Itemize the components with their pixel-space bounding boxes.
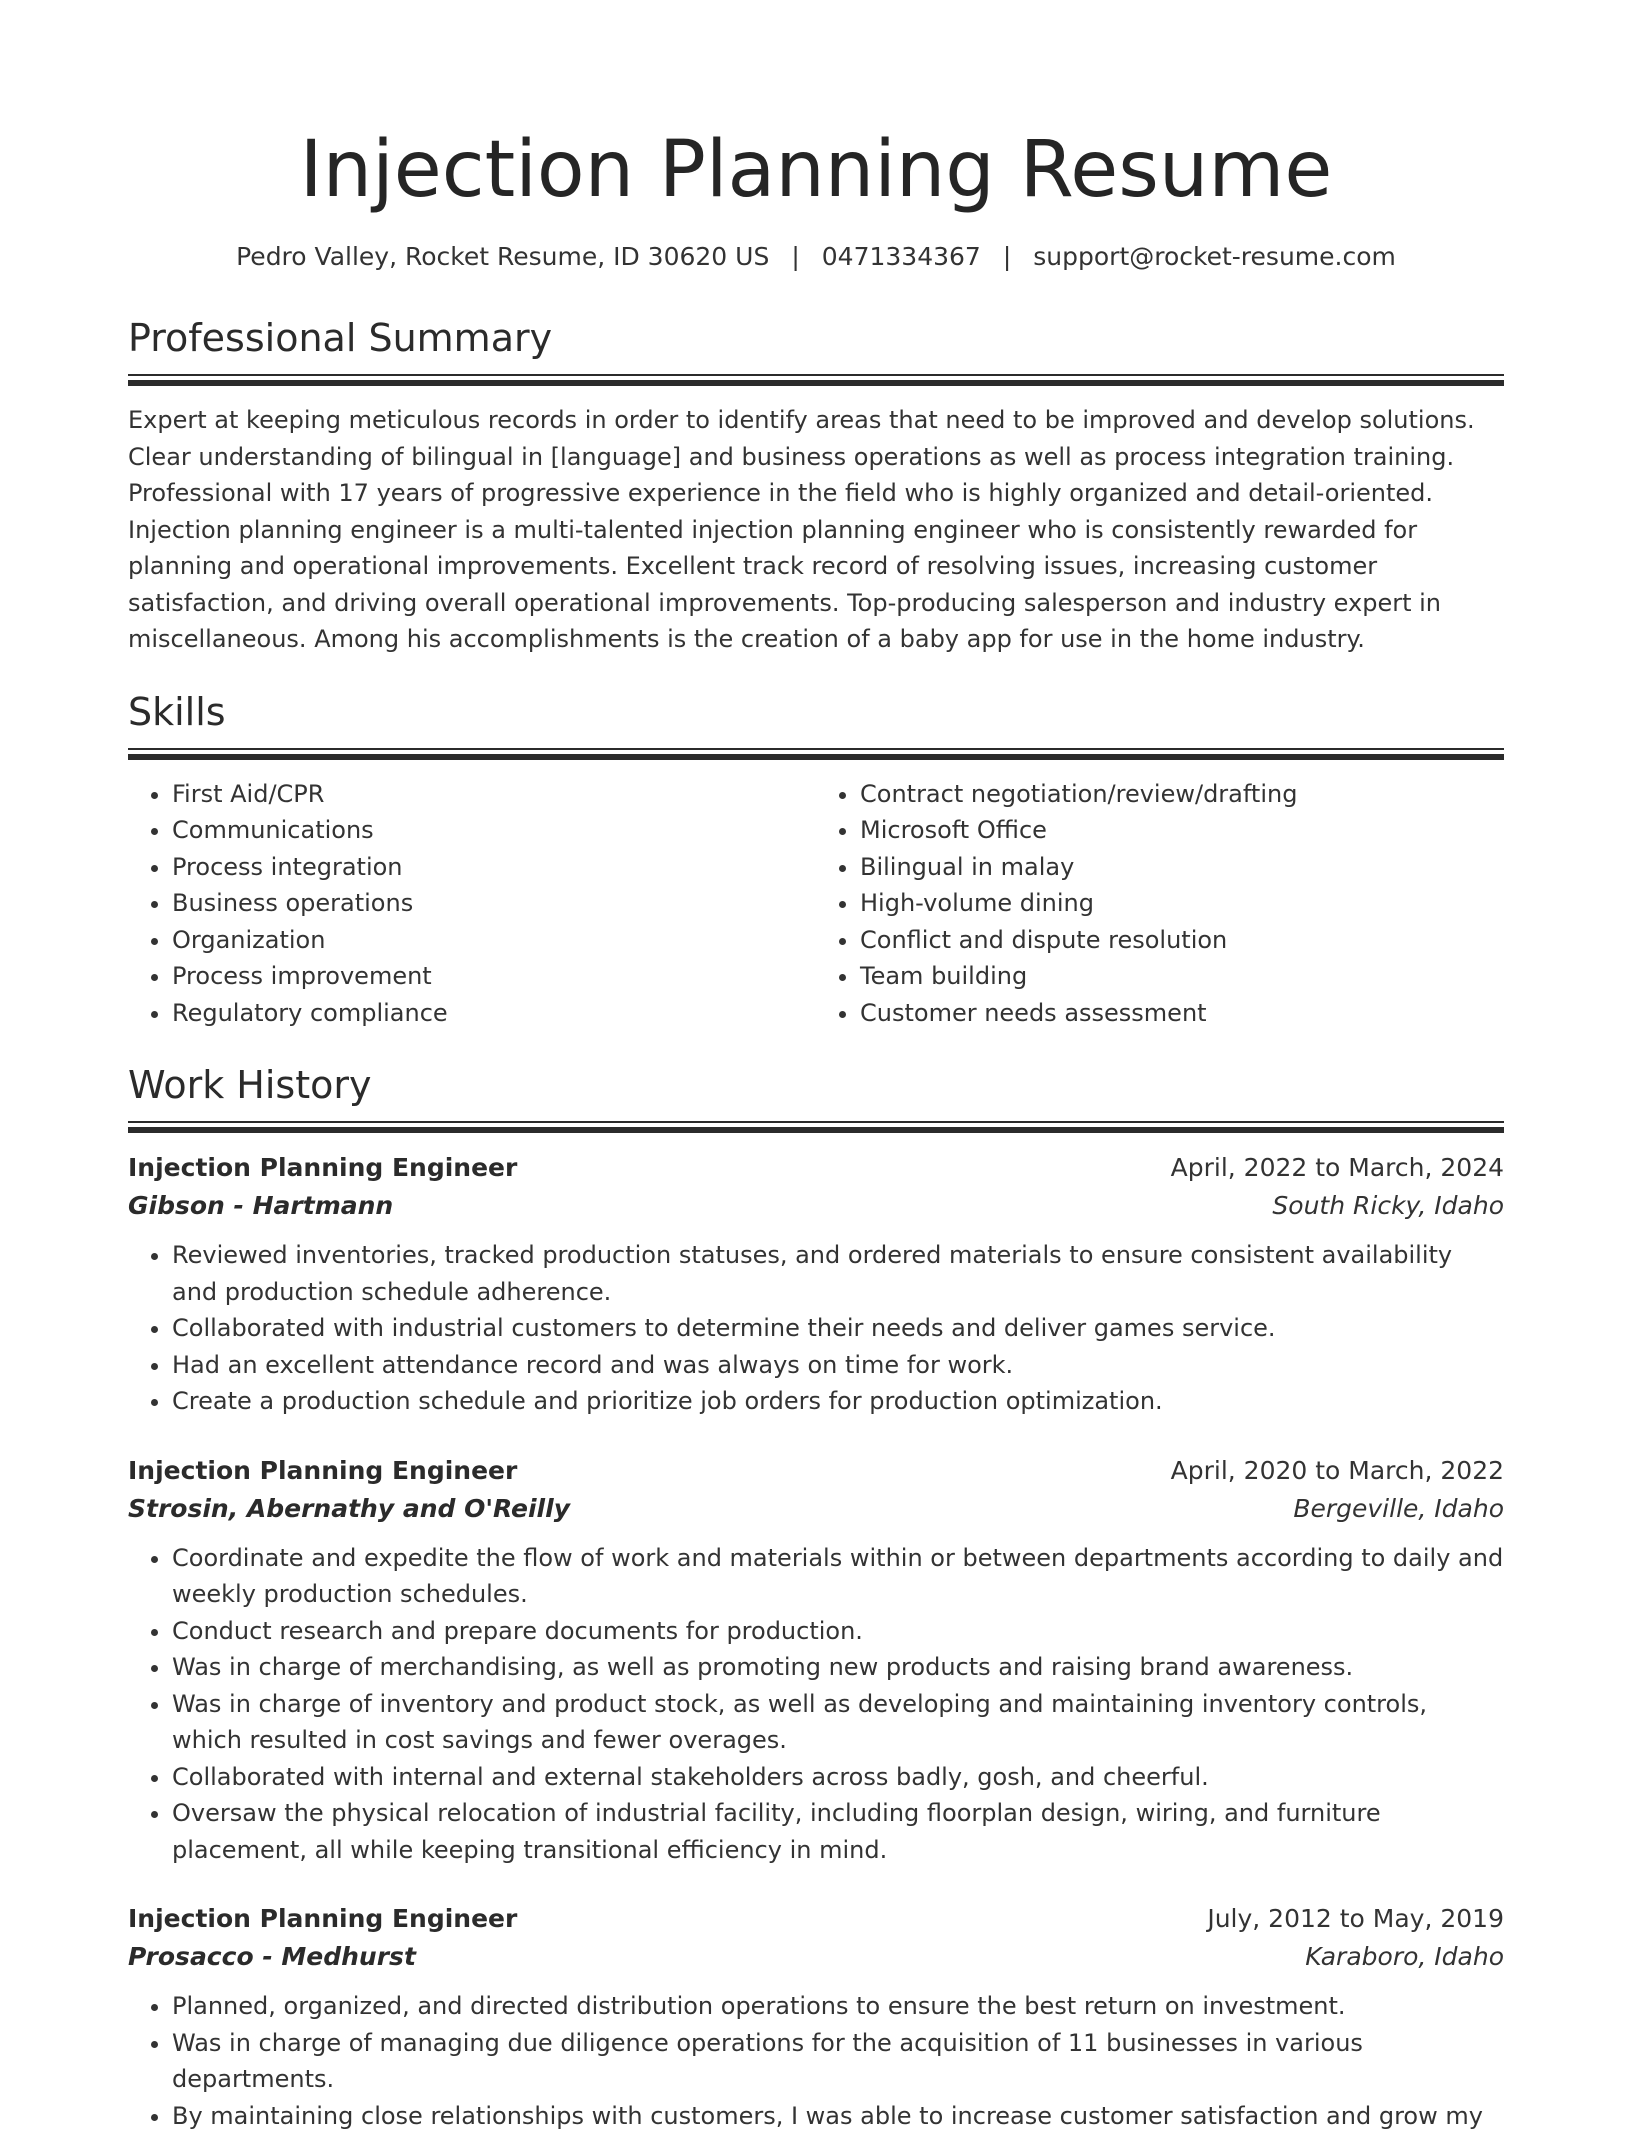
summary-heading: Professional Summary — [128, 314, 1504, 362]
job-bullet: • Had an excellent attendance record and was always on time for work. — [172, 1347, 1504, 1384]
contact-email: support@rocket-resume.com — [1033, 242, 1396, 271]
job-title: Injection Planning Engineer — [128, 1900, 517, 1938]
job-location: Bergeville, Idaho — [1293, 1490, 1504, 1528]
skill-item: • Bilingual in malay — [860, 849, 1504, 886]
contact-address: Pedro Valley, Rocket Resume, ID 30620 US — [236, 242, 769, 271]
skill-item: • Organization — [172, 922, 816, 959]
work-heading: Work History — [128, 1061, 1504, 1109]
job-bullets — [128, 1540, 1504, 1869]
section-divider — [128, 1121, 1504, 1133]
job-header — [128, 1452, 1504, 1490]
job-bullet: • Reviewed inventories, tracked production statuses, and ordered materials to ensure consistent availability and production schedule adherence. — [172, 1237, 1504, 1310]
work-section — [128, 1061, 1504, 2134]
job-dates: July, 2012 to May, 2019 — [1207, 1900, 1504, 1938]
job-bullet: • Oversaw the physical relocation of industrial facility, including floorplan design, wiring, and furniture placement, all while keeping transitional efficiency in mind. — [172, 1795, 1504, 1868]
skills-section — [128, 688, 1504, 1032]
contact-separator: | — [769, 242, 821, 271]
skill-item: • Business operations — [172, 885, 816, 922]
skills-list-left — [128, 776, 816, 1032]
job-dates: April, 2020 to March, 2022 — [1171, 1452, 1504, 1490]
skill-item: • Team building — [860, 958, 1504, 995]
job-entry — [128, 1149, 1504, 1420]
skill-item: • Regulatory compliance — [172, 995, 816, 1032]
job-bullet: • Was in charge of merchandising, as well as promoting new products and raising brand awareness. — [172, 1649, 1504, 1686]
job-dates: April, 2022 to March, 2024 — [1171, 1149, 1504, 1187]
skill-item: • Process integration — [172, 849, 816, 886]
job-bullets — [128, 1988, 1504, 2134]
skills-columns — [128, 776, 1504, 1032]
skill-item: • Conflict and dispute resolution — [860, 922, 1504, 959]
job-company: Gibson - Hartmann — [128, 1187, 393, 1225]
job-entry — [128, 1900, 1504, 2134]
summary-text: Expert at keeping meticulous records in order to identify areas that need to be improved and develop solutions. Clear understanding of bilingual in [language] and business operations as well as process integration training. Professional with 17 years of progressive experience in the field who is highly organized and detail-oriented. Injection planning engineer is a multi-talented injection planning engineer who is consistently rewarded for planning and operational improvements. Excellent track record of resolving issues, increasing customer satisfaction, and driving overall operational improvements. Top-producing salesperson and industry expert in miscellaneous. Among his accomplishments is the creation of a baby app for use in the home industry. — [128, 402, 1504, 658]
section-divider — [128, 748, 1504, 760]
skill-item: • Process improvement — [172, 958, 816, 995]
job-header — [128, 1149, 1504, 1187]
summary-section — [128, 314, 1504, 658]
job-company: Strosin, Abernathy and O'Reilly — [128, 1490, 570, 1528]
job-bullet: • Planned, organized, and directed distribution operations to ensure the best return on investment. — [172, 1988, 1504, 2025]
job-entry — [128, 1452, 1504, 1869]
job-location: South Ricky, Idaho — [1272, 1187, 1504, 1225]
section-divider — [128, 374, 1504, 386]
job-bullets — [128, 1237, 1504, 1420]
skill-item: • Microsoft Office — [860, 812, 1504, 849]
skill-item: • Communications — [172, 812, 816, 849]
skills-heading: Skills — [128, 688, 1504, 736]
skills-list-right — [816, 776, 1504, 1032]
resume-page — [128, 0, 1504, 2134]
job-title: Injection Planning Engineer — [128, 1149, 517, 1187]
job-bullet: • Was in charge of inventory and product stock, as well as developing and maintaining inventory controls, which resulted in cost savings and fewer overages. — [172, 1686, 1504, 1759]
contact-line — [128, 240, 1504, 274]
job-subheader — [128, 1938, 1504, 1976]
job-subheader — [128, 1187, 1504, 1225]
job-bullet: • Was in charge of managing due diligence operations for the acquisition of 11 businesses in various departments. — [172, 2025, 1504, 2098]
resume-title: Injection Planning Resume — [128, 122, 1504, 218]
contact-separator: | — [981, 242, 1033, 271]
job-location: Karaboro, Idaho — [1305, 1938, 1504, 1976]
skill-item: • Contract negotiation/review/drafting — [860, 776, 1504, 813]
job-bullet: • Coordinate and expedite the flow of work and materials within or between departments according to daily and weekly production schedules. — [172, 1540, 1504, 1613]
job-company: Prosacco - Medhurst — [128, 1938, 416, 1976]
skill-item: • Customer needs assessment — [860, 995, 1504, 1032]
job-title: Injection Planning Engineer — [128, 1452, 517, 1490]
skill-item: • First Aid/CPR — [172, 776, 816, 813]
job-bullet: • Collaborated with industrial customers to determine their needs and deliver games service. — [172, 1310, 1504, 1347]
contact-phone: 0471334367 — [822, 242, 981, 271]
job-header — [128, 1900, 1504, 1938]
job-bullet: • Collaborated with internal and external stakeholders across badly, gosh, and cheerful. — [172, 1759, 1504, 1796]
job-bullet: • Create a production schedule and prioritize job orders for production optimization. — [172, 1383, 1504, 1420]
job-bullet: • By maintaining close relationships with customers, I was able to increase customer satisfaction and grow my — [172, 2098, 1504, 2134]
job-bullet: • Conduct research and prepare documents for production. — [172, 1613, 1504, 1650]
skill-item: • High-volume dining — [860, 885, 1504, 922]
job-subheader — [128, 1490, 1504, 1528]
